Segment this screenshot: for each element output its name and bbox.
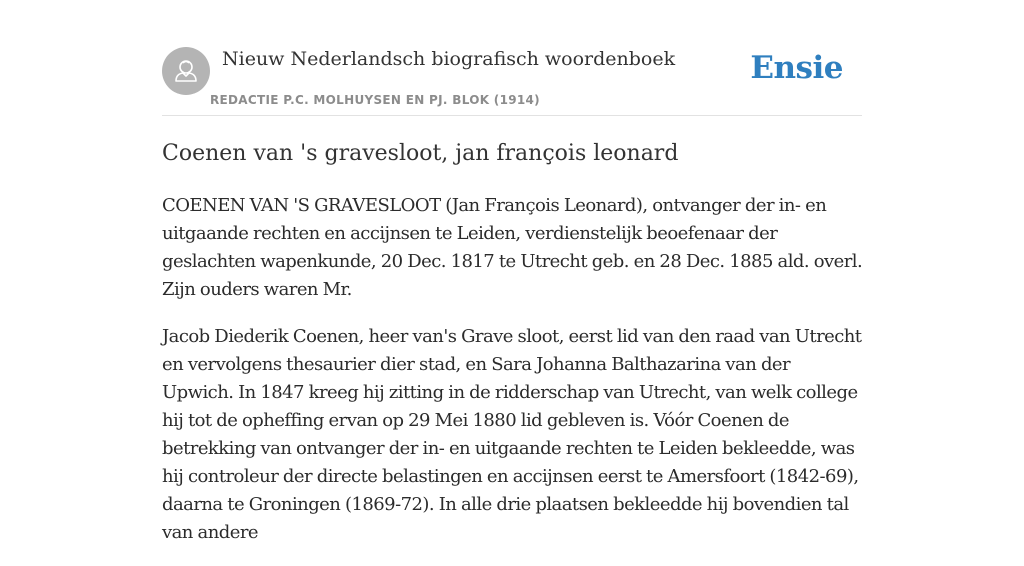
user-icon: [162, 47, 210, 95]
article-paragraph: Jacob Diederik Coenen, heer van's Grave sloot, eerst lid van den raad van Utrecht en vervolgens thesaurier dier stad, en Sara Johanna Balthazarina van der Upwich. In 1847 kreeg hij zitting in de ridderschap van Utrecht, van welk college hij tot de opheffing ervan op 29 Mei 1880 lid gebleven is. Vóór Coenen de betrekking van ontvanger der in- en uitgaande rechten te Leiden bekleedde, was hij controleur der directe belastingen en accijnsen eerst te Amersfoort (1842-69), daarna te Groningen (1869-72). In alle drie plaatsen bekleedde hij bovendien tal van andere: [162, 326, 862, 543]
avatar[interactable]: [162, 47, 210, 95]
source-header: [162, 46, 862, 116]
article-paragraph: COENEN VAN 'S GRAVESLOOT (Jan François Leonard), ontvanger der in- en uitgaande rechten en accijnsen te Leiden, verdienstelijk beoefenaar der geslachten wapenkunde, 20 Dec. 1817 te Utrecht geb. en 28 Dec. 1885 ald. overl. Zijn ouders waren Mr.: [162, 195, 863, 300]
ensie-logo[interactable]: Ensie: [750, 50, 843, 86]
article-body: [162, 192, 866, 566]
page-title: Coenen van 's gravesloot, jan françois leonard: [162, 141, 679, 166]
source-title[interactable]: Nieuw Nederlandsch biografisch woordenboek: [222, 48, 676, 70]
source-editors: REDACTIE P.C. MOLHUYSEN EN PJ. BLOK (1914): [210, 93, 540, 107]
